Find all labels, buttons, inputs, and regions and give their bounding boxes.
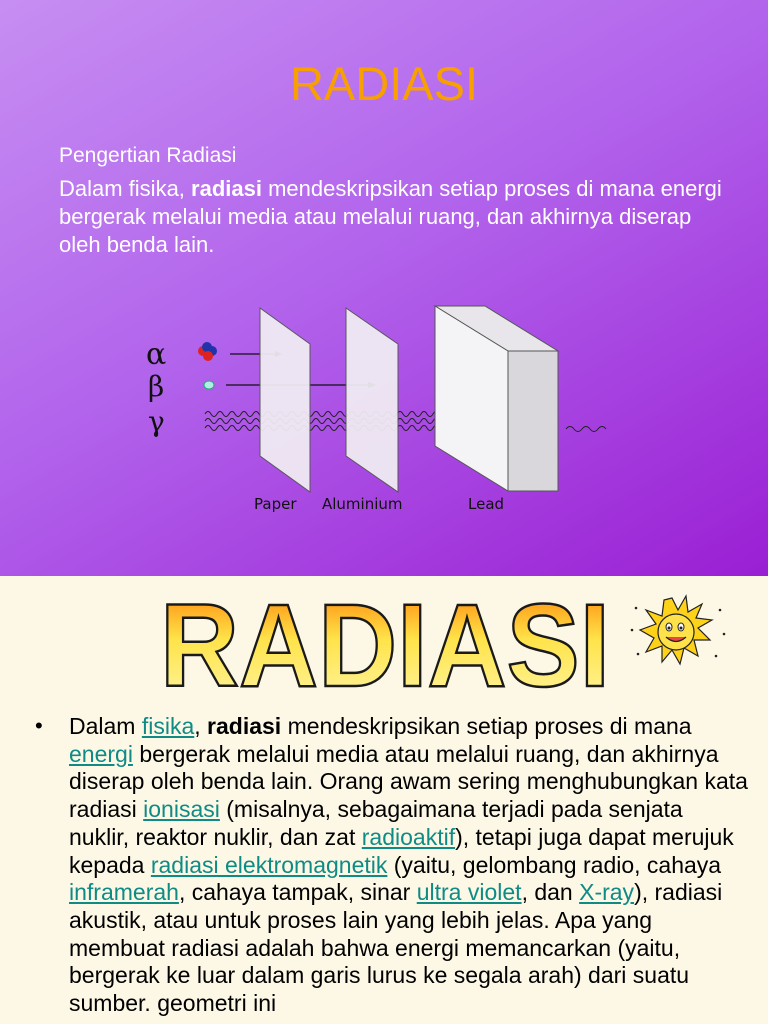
- radiation-penetration-diagram: [130, 296, 610, 526]
- slide-title: RADIASI: [289, 57, 479, 110]
- text: , cahaya tampak, sinar: [178, 879, 417, 906]
- bold-radiasi: radiasi: [207, 713, 282, 739]
- paragraph-text: mendeskripsikan setiap proses di mana energi bergerak melalui media atau melalui ruang, dan akhirnya diserap oleh benda lain.: [59, 176, 722, 257]
- link-energi[interactable]: energi: [69, 740, 133, 767]
- link-radioaktif[interactable]: radioaktif: [361, 823, 456, 850]
- paragraph-text: Dalam fisika,: [59, 176, 192, 201]
- paper-sheet: [260, 308, 310, 492]
- label-aluminium: Aluminium: [322, 495, 403, 513]
- smiling-sun-icon: [624, 590, 734, 680]
- text: (yaitu, gelombang radio, cahaya: [387, 851, 722, 878]
- text: , dan: [521, 879, 580, 906]
- link-x-ray[interactable]: X-ray: [579, 879, 635, 906]
- beta-particle-icon: [204, 381, 214, 389]
- link-fisika[interactable]: fisika: [141, 713, 195, 739]
- slide-paragraph: [59, 175, 729, 259]
- text: bergerak melalui media atau melalui ruang, dan akhirnya diserap oleh benda lain. Orang awam sering menghubungkan kata radiasi: [69, 740, 748, 823]
- text: ), tetapi juga dapat merujuk kepada: [69, 823, 734, 878]
- aluminium-sheet: [346, 308, 398, 492]
- text: Dalam: [69, 713, 142, 739]
- label-lead: Lead: [468, 495, 505, 513]
- bullet-marker: •: [35, 713, 43, 738]
- beta-symbol: β: [148, 370, 165, 403]
- link-ionisasi[interactable]: ionisasi: [143, 796, 220, 823]
- paragraph-bold: radiasi: [191, 176, 262, 201]
- text: ,: [194, 713, 208, 739]
- link-ultra-violet[interactable]: ultra violet: [416, 879, 522, 906]
- wordart-title-text: RADIASI: [160, 586, 610, 696]
- text: (misalnya, sebagaimana terjadi pada senjata nuklir, reaktor nuklir, dan zat: [69, 796, 683, 850]
- label-paper: Paper: [254, 495, 297, 513]
- wordart-title: [150, 586, 620, 696]
- link-radiasi-elektromagnetik[interactable]: radiasi elektromagnetik: [150, 851, 388, 878]
- slide-subtitle: Pengertian Radiasi: [59, 144, 237, 167]
- bullet-paragraph: [69, 713, 749, 1018]
- gamma-symbol: γ: [148, 405, 165, 438]
- lead-block: [435, 306, 558, 491]
- alpha-symbol: α: [146, 337, 167, 372]
- alpha-particle-icon: [198, 342, 217, 361]
- text: ), radiasi akustik, atau untuk proses lain yang lebih jelas. Apa yang membuat radiasi adalah bahwa energi memancarkan (yaitu, bergerak ke luar dalam garis lurus ke segala arah) dari suatu sumber. geometri ini: [69, 879, 723, 1017]
- link-inframerah[interactable]: inframerah: [69, 879, 179, 906]
- slide-2: [0, 576, 768, 1024]
- text: mendeskripsikan setiap proses di mana: [281, 713, 692, 739]
